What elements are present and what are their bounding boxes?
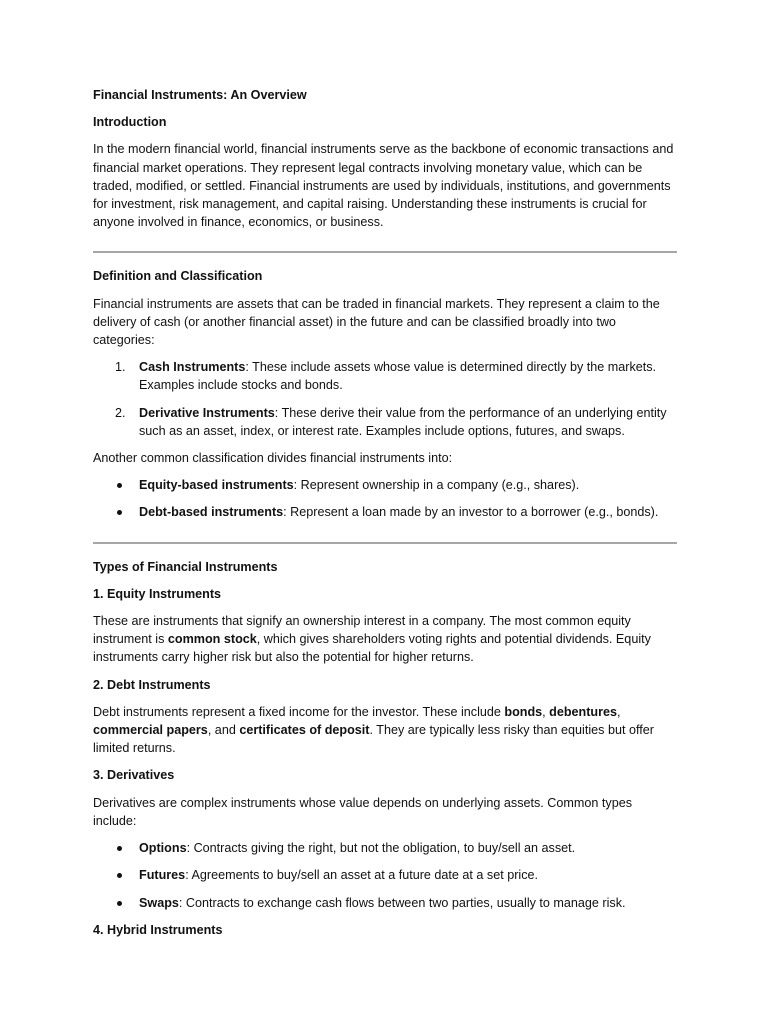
document-page	[93, 86, 677, 939]
bullet-item-options	[93, 839, 677, 857]
list-text: : Represent a loan made by an investor to a borrower (e.g., bonds).	[283, 505, 659, 520]
list-term: Equity-based instruments	[139, 478, 294, 493]
text-run: , which gives shareholders voting rights and potential dividends. Equity instruments carry higher risk but also the potential for higher returns.	[93, 632, 651, 665]
section-divider	[93, 542, 677, 544]
list-text: : These include assets whose value is determined directly by the markets. Examples include stocks and bonds.	[139, 360, 657, 393]
list-term: Swaps	[139, 895, 179, 910]
text-run: , and	[207, 723, 240, 738]
derivatives-heading: 3. Derivatives	[93, 768, 175, 783]
bullet-icon	[117, 510, 122, 515]
bold-term: certificates of deposit	[239, 723, 370, 738]
list-text: : These derive their value from the performance of an underlying entity such as an asset, index, or interest rate. Examples include options, futures, and swaps.	[139, 405, 667, 438]
definition-heading: Definition and Classification	[93, 269, 263, 284]
list-text: : Contracts giving the right, but not the obligation, to buy/sell an asset.	[186, 841, 576, 856]
bold-term: debentures	[549, 704, 618, 719]
list-term: Options	[139, 841, 187, 856]
list-term: Debt-based instruments	[139, 505, 284, 520]
bullet-item-equity-based	[93, 476, 677, 494]
hybrid-heading: 4. Hybrid Instruments	[93, 922, 223, 937]
definition-paragraph: Financial instruments are assets that can be traded in financial markets. They represent a claim to the delivery of cash (or another financial asset) in the future and can be classified broadly into two categories:	[93, 296, 660, 348]
numbered-item-cash-instruments	[93, 358, 677, 394]
bullet-item-debt-based	[93, 503, 677, 521]
list-number: 1.	[115, 360, 126, 375]
list-term: Cash Instruments	[139, 360, 246, 375]
bold-term: common stock	[167, 632, 257, 647]
bold-term: commercial papers	[93, 723, 208, 738]
list-term: Futures	[139, 868, 186, 883]
bullet-icon	[117, 901, 122, 906]
bullet-icon	[117, 483, 122, 488]
bullet-icon	[117, 846, 122, 851]
types-heading: Types of Financial Instruments	[93, 559, 278, 574]
section-divider	[93, 251, 677, 253]
derivatives-paragraph: Derivatives are complex instruments whose value depends on underlying assets. Common types include:	[93, 795, 632, 828]
debt-paragraph	[93, 703, 677, 758]
document-title: Financial Instruments: An Overview	[93, 88, 307, 102]
text-run: Debt instruments represent a fixed income for the investor. These include	[93, 704, 505, 719]
text-run: These are instruments that signify an ownership interest in a company. The most common equity instrument is	[93, 614, 631, 647]
classification-paragraph: Another common classification divides financial instruments into:	[93, 451, 453, 466]
equity-heading: 1. Equity Instruments	[93, 586, 222, 601]
text-run: ,	[617, 704, 621, 719]
list-text: : Agreements to buy/sell an asset at a future date at a set price.	[185, 868, 539, 883]
introduction-heading: Introduction	[93, 115, 167, 130]
list-text: : Represent ownership in a company (e.g., shares).	[293, 478, 580, 493]
bullet-item-futures	[93, 866, 677, 884]
numbered-item-derivative-instruments	[93, 404, 677, 440]
debt-heading: 2. Debt Instruments	[93, 677, 211, 692]
bold-term: bonds	[504, 704, 543, 719]
text-run: . They are typically less risky than equities but offer limited returns.	[93, 723, 654, 756]
bullet-item-swaps	[93, 894, 677, 912]
text-run: ,	[542, 704, 550, 719]
list-number: 2.	[115, 405, 126, 420]
list-text: : Contracts to exchange cash flows between two parties, usually to manage risk.	[178, 895, 626, 910]
list-term: Derivative Instruments	[139, 405, 275, 420]
bullet-icon	[117, 873, 122, 878]
introduction-paragraph: In the modern financial world, financial instruments serve as the backbone of economic transactions and financial market operations. They represent legal contracts involving monetary value, which can be traded, modified, or settled. Financial instruments are used by individuals, institutions, and governments for investment, risk management, and capital raising. Understanding these instruments is crucial for anyone involved in finance, economics, or business.	[93, 142, 674, 230]
equity-paragraph	[93, 612, 677, 667]
